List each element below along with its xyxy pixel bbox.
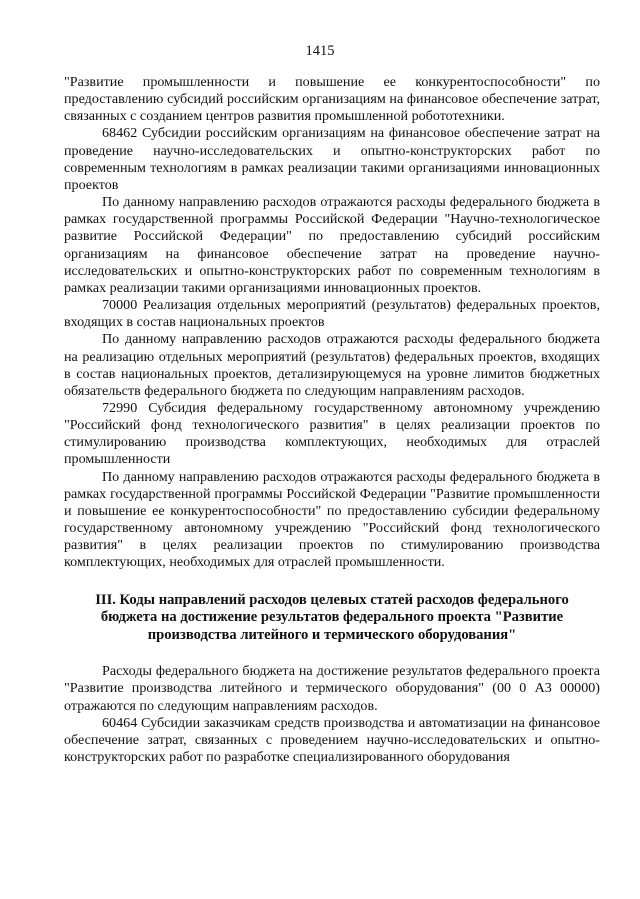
document-body	[64, 74, 600, 766]
paragraph-code-70000: 70000 Реализация отдельных мероприятий (результатов) федеральных проектов, входящих в состав национальных проектов	[64, 297, 600, 331]
paragraph-code-60464: 60464 Субсидии заказчикам средств производства и автоматизации на финансовое обеспечение затрат, связанных с проведением научно-исследовательских и опытно-конструкторских работ по разработке специализированного оборудования	[64, 714, 600, 766]
paragraph-72990-description: По данному направлению расходов отражаются расходы федерального бюджета в рамках государственной программы Российской Федерации "Развитие промышленности и повышение ее конкурентоспособности" по предоставлению субсидии федеральному государственному автономному учреждению "Российский фонд технологического развития" в целях реализации проектов по стимулированию производства комплектующих, необходимых для отраслей промышленности.	[64, 468, 600, 571]
paragraph-code-68462: 68462 Субсидии российским организациям на финансовое обеспечение затрат на проведение научно-исследовательских и опытно-конструкторских работ по современным технологиям в рамках реализации такими организациями инновационных проектов	[64, 125, 600, 193]
paragraph-section-intro: Расходы федерального бюджета на достижение результатов федерального проекта "Развитие производства литейного и термического оборудования" (00 0 А3 00000) отражаются по следующим направлениям расходов.	[64, 663, 600, 714]
paragraph-68462-description: По данному направлению расходов отражаются расходы федерального бюджета в рамках государственной программы Российской Федерации "Научно-технологическое развитие Российской Федерации" по предоставлению субсидий российским организациям на финансовое обеспечение затрат на проведение научно-исследовательских и опытно-конструкторских работ по современным технологиям в рамках реализации такими организациями инновационных проектов.	[64, 194, 600, 296]
paragraph-code-72990: 72990 Субсидия федеральному государственному автономному учреждению "Российский фонд технологического развития" в целях реализации проектов по стимулированию производства комплектующих, необходимых для отраслей промышленности	[64, 399, 600, 468]
paragraph-continuation: "Развитие промышленности и повышение ее конкурентоспособности" по предоставлению субсидий российским организациям на финансовое обеспечение затрат, связанных с созданием центров развития промышленной робототехники.	[64, 74, 600, 125]
page-number: 1415	[305, 43, 335, 59]
section-heading: III. Коды направлений расходов целевых статей расходов федерального бюджета на достижение результатов федерального проекта "Развитие производства литейного и термического оборудования"	[95, 591, 569, 643]
paragraph-70000-description: По данному направлению расходов отражаются расходы федерального бюджета на реализацию отдельных мероприятий (результатов) федеральных проектов, входящих в состав национальных проектов, детализирующемуся на уровне лимитов бюджетных обязательств федерального бюджета по следующим направлениям расходов.	[64, 331, 600, 399]
